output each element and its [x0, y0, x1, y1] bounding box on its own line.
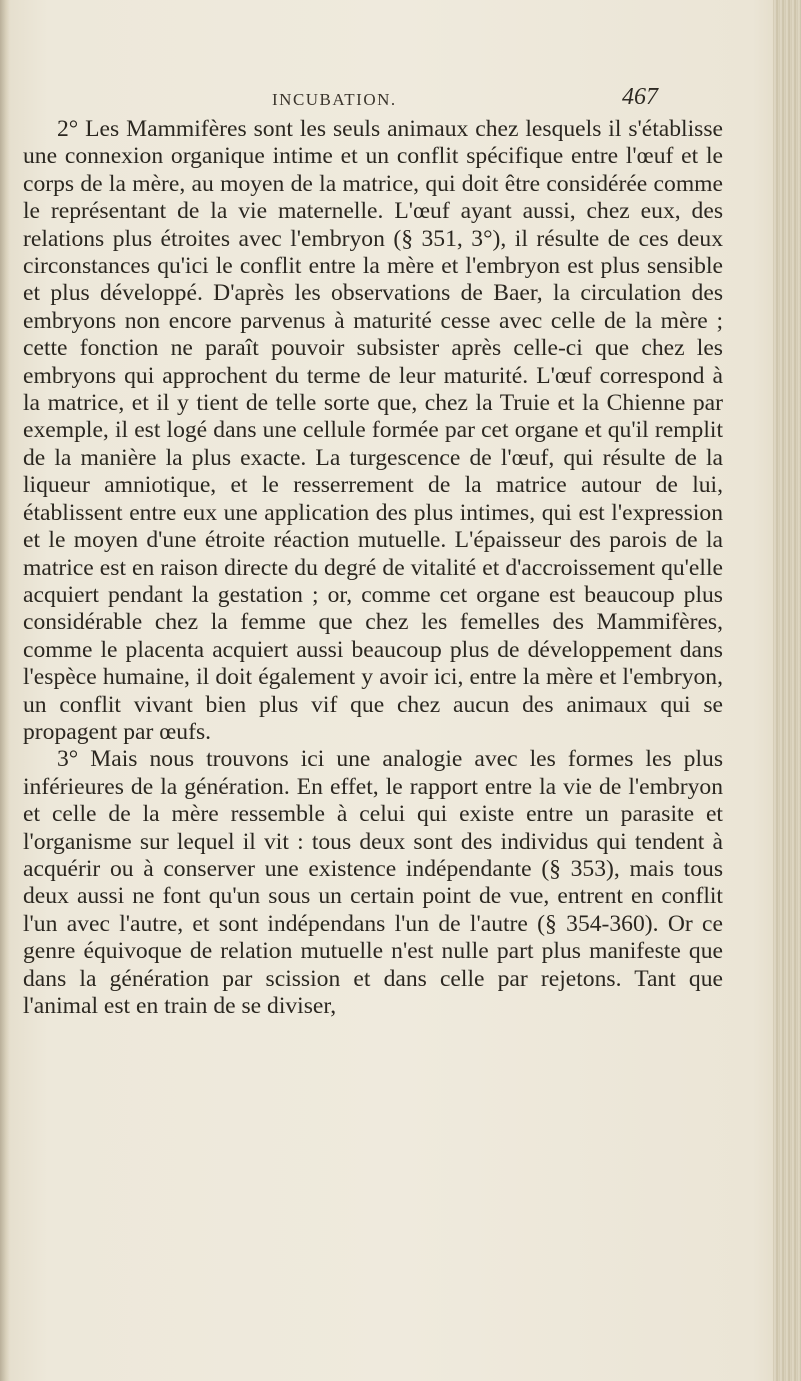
paragraph-3: 3° Mais nous trouvons ici une analogie avec les formes les plus inférieures de la génération. En effet, le rapport entre la vie de l'embryon et celle de la mère ressemble à celui qui existe entre un parasite et l'organisme sur lequel il vit : tous deux sont des individus qui tendent à acquérir ou à conserver une existence indépendante (§ 353), mais tous deux aussi ne font qu'un sous un certain point de vue, entrent en conflit l'un avec l'autre, et sont indépendans l'un de l'autre (§ 354-360). Or ce genre équivoque de relation mutuelle n'est nulle part plus manifeste que dans la génération par scission et dans celle par rejetons. Tant que l'animal est en train de se diviser, — [23, 746, 723, 1019]
body-text — [23, 116, 723, 1020]
page-left-edge — [0, 0, 10, 1381]
running-title: INCUBATION. — [272, 90, 397, 109]
page-right-edge — [773, 0, 801, 1381]
paragraph-2: 2° Les Mammifères sont les seuls animaux chez lesquels il s'établisse une connexion organique intime et un conflit spécifique entre l'œuf et le corps de la mère, au moyen de la matrice, qui doit être considérée comme le représentant de la vie maternelle. L'œuf ayant aussi, chez eux, des relations plus étroites avec l'embryon (§ 351, 3°), il résulte de ces deux circonstances qu'ici le conflit entre la mère et l'embryon est plus sensible et plus développé. D'après les observations de Baer, la circulation des embryons non encore parvenus à maturité cesse avec celle de la mère ; cette fonction ne paraît pouvoir subsister après celle-ci que chez les embryons qui approchent du terme de leur maturité. L'œuf correspond à la matrice, et il y tient de telle sorte que, chez la Truie et la Chienne par exemple, il est logé dans une cellule formée par cet organe et qu'il remplit de la manière la plus exacte. La turgescence de l'œuf, qui résulte de la liqueur amniotique, et le resserrement de la matrice autour de lui, établissent entre eux une application des plus intimes, qui est l'expression et le moyen d'une étroite réaction mutuelle. L'épaisseur des parois de la matrice est en raison directe du degré de vitalité et d'accroissement qu'elle acquiert pendant la gestation ; or, comme cet organe est beaucoup plus considérable chez la femme que chez les femelles des Mammifères, comme le placenta acquiert aussi beaucoup plus de développement dans l'espèce humaine, il doit également y avoir ici, entre la mère et l'embryon, un conflit vivant bien plus vif que chez aucun des animaux qui se propagent par œufs. — [23, 116, 723, 745]
page-number: 467 — [622, 84, 658, 110]
